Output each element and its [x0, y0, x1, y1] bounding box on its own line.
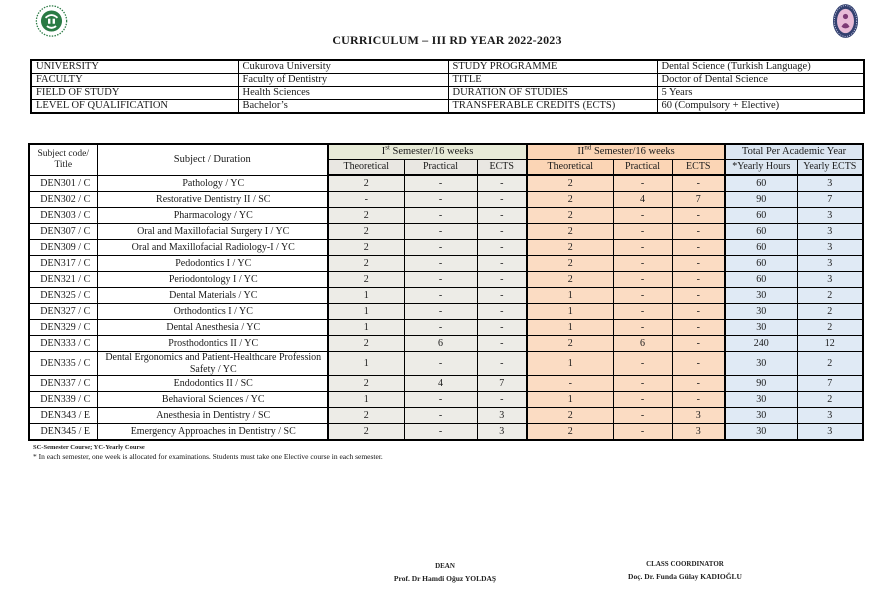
sem1-theoretical-cell: 1 — [328, 288, 404, 304]
programme-info-table — [30, 59, 865, 114]
col-header-semester-2: IInd Semester/16 weeks — [527, 144, 725, 160]
sem2-practical-cell: - — [613, 256, 672, 272]
sem2-theoretical-cell: 1 — [527, 288, 613, 304]
sem1-practical-cell: - — [404, 304, 477, 320]
sem1-practical-cell: 6 — [404, 336, 477, 352]
info-row-university — [31, 60, 864, 74]
header-row-groups — [29, 144, 863, 160]
sem2-practical-cell: 4 — [613, 192, 672, 208]
sem1-ects-cell: - — [477, 304, 527, 320]
sem1-practical-cell: - — [404, 352, 477, 376]
sem2-theoretical-cell: - — [527, 376, 613, 392]
sem1-theoretical-cell: 2 — [328, 336, 404, 352]
sem1-practical-cell: - — [404, 224, 477, 240]
sem2-practical-cell: - — [613, 175, 672, 192]
sem1-theoretical-cell: 2 — [328, 272, 404, 288]
subject-duration-cell: Orthodontics I / YC — [97, 304, 328, 320]
col-header-subject-duration: Subject / Duration — [97, 144, 328, 175]
sem1-theoretical-cell: 2 — [328, 240, 404, 256]
sem1-practical-cell: - — [404, 240, 477, 256]
yearly-hours-cell: 90 — [725, 192, 797, 208]
sem2-ects-cell: 7 — [672, 192, 725, 208]
info-label: TITLE — [448, 74, 657, 87]
sem2-ects-cell: - — [672, 288, 725, 304]
yearly-ects-cell: 7 — [797, 376, 863, 392]
yearly-ects-cell: 3 — [797, 240, 863, 256]
yearly-hours-cell: 60 — [725, 208, 797, 224]
sem1-ects-cell: - — [477, 392, 527, 408]
info-label: TRANSFERABLE CREDITS (ECTS) — [448, 100, 657, 114]
subject-code-cell: DEN302 / C — [29, 192, 97, 208]
sem1-theoretical-cell: 2 — [328, 376, 404, 392]
yearly-hours-cell: 60 — [725, 224, 797, 240]
yearly-ects-cell: 2 — [797, 320, 863, 336]
sem2-ects-cell: - — [672, 256, 725, 272]
sem1-practical-cell: - — [404, 175, 477, 192]
yearly-ects-cell: 3 — [797, 424, 863, 441]
col-header-sem1-theoretical: Theoretical — [328, 160, 404, 176]
sem2-theoretical-cell: 1 — [527, 392, 613, 408]
info-value: Bachelor’s — [238, 100, 448, 114]
col-header-yearly-ects: Yearly ECTS — [797, 160, 863, 176]
subject-duration-cell: Endodontics II / SC — [97, 376, 328, 392]
subject-duration-cell: Dental Ergonomics and Patient-Healthcare Profession Safety / YC — [97, 352, 328, 376]
subject-duration-cell: Behavioral Sciences / YC — [97, 392, 328, 408]
subject-code-cell: DEN339 / C — [29, 392, 97, 408]
sem2-theoretical-cell: 2 — [527, 240, 613, 256]
curriculum-table-row — [29, 336, 863, 352]
sem1-theoretical-cell: 1 — [328, 304, 404, 320]
col-header-sem1-ects: ECTS — [477, 160, 527, 176]
curriculum-table-row — [29, 304, 863, 320]
sem1-theoretical-cell: 2 — [328, 208, 404, 224]
sem1-ects-cell: - — [477, 256, 527, 272]
yearly-ects-cell: 3 — [797, 408, 863, 424]
yearly-ects-cell: 7 — [797, 192, 863, 208]
sem2-theoretical-cell: 1 — [527, 304, 613, 320]
sem2-practical-cell: - — [613, 408, 672, 424]
sem1-ects-cell: - — [477, 320, 527, 336]
sem2-theoretical-cell: 2 — [527, 336, 613, 352]
sem1-practical-cell: - — [404, 208, 477, 224]
dean-name: Prof. Dr Hamdi Oğuz YOLDAŞ — [393, 574, 497, 583]
sem2-practical-cell: - — [613, 320, 672, 336]
subject-duration-cell: Anesthesia in Dentistry / SC — [97, 408, 328, 424]
sem1-practical-cell: - — [404, 392, 477, 408]
subject-duration-cell: Periodontology I / YC — [97, 272, 328, 288]
sem1-theoretical-cell: 1 — [328, 320, 404, 336]
sem2-practical-cell: - — [613, 272, 672, 288]
subject-code-cell: DEN335 / C — [29, 352, 97, 376]
sem2-ects-cell: - — [672, 272, 725, 288]
info-label: STUDY PROGRAMME — [448, 60, 657, 74]
yearly-ects-cell: 2 — [797, 304, 863, 320]
sem2-practical-cell: - — [613, 376, 672, 392]
subject-code-cell: DEN307 / C — [29, 224, 97, 240]
yearly-ects-cell: 2 — [797, 392, 863, 408]
sem2-ects-cell: - — [672, 240, 725, 256]
subject-code-cell: DEN327 / C — [29, 304, 97, 320]
info-row-field-of-study — [31, 87, 864, 100]
sem1-practical-cell: - — [404, 320, 477, 336]
col-header-sem1-practical: Practical — [404, 160, 477, 176]
sem2-practical-cell: - — [613, 352, 672, 376]
col-header-subject-code: Subject code/ Title — [29, 144, 97, 175]
sem2-ects-cell: - — [672, 376, 725, 392]
sem1-theoretical-cell: 2 — [328, 175, 404, 192]
sem1-practical-cell: - — [404, 288, 477, 304]
sem1-theoretical-cell: 2 — [328, 408, 404, 424]
col-header-sem2-practical: Practical — [613, 160, 672, 176]
yearly-hours-cell: 60 — [725, 256, 797, 272]
yearly-ects-cell: 2 — [797, 352, 863, 376]
sem1-ects-cell: 3 — [477, 408, 527, 424]
yearly-ects-cell: 3 — [797, 256, 863, 272]
yearly-ects-cell: 3 — [797, 272, 863, 288]
sem1-practical-cell: - — [404, 256, 477, 272]
sem2-ects-cell: - — [672, 175, 725, 192]
footnote-examinations: * In each semester, one week is allocated for examinations. Students must take one Elective course in each semester. — [33, 452, 383, 461]
sem1-theoretical-cell: 2 — [328, 224, 404, 240]
curriculum-table-body — [29, 175, 863, 440]
sem2-ects-cell: 3 — [672, 424, 725, 441]
info-value: Faculty of Dentistry — [238, 74, 448, 87]
curriculum-table-row — [29, 272, 863, 288]
yearly-ects-cell: 12 — [797, 336, 863, 352]
col-header-sem2-ects: ECTS — [672, 160, 725, 176]
curriculum-table-row — [29, 320, 863, 336]
sem2-theoretical-cell: 2 — [527, 208, 613, 224]
info-value: Doctor of Dental Science — [657, 74, 864, 87]
info-label: DURATION OF STUDIES — [448, 87, 657, 100]
sem2-theoretical-cell: 2 — [527, 272, 613, 288]
subject-duration-cell: Pathology / YC — [97, 175, 328, 192]
sem2-ects-cell: - — [672, 208, 725, 224]
sem2-practical-cell: - — [613, 424, 672, 441]
yearly-hours-cell: 30 — [725, 304, 797, 320]
info-row-qualification — [31, 100, 864, 114]
info-label: FIELD OF STUDY — [31, 87, 238, 100]
sem2-theoretical-cell: 1 — [527, 320, 613, 336]
curriculum-table-row — [29, 392, 863, 408]
dean-role-label: DEAN — [435, 562, 455, 570]
sem1-ects-cell: - — [477, 208, 527, 224]
sem2-theoretical-cell: 2 — [527, 408, 613, 424]
sem1-ects-cell: - — [477, 175, 527, 192]
sem2-ects-cell: - — [672, 392, 725, 408]
sem2-theoretical-cell: 2 — [527, 224, 613, 240]
sem2-practical-cell: - — [613, 304, 672, 320]
sem2-ects-cell: - — [672, 224, 725, 240]
sem1-ects-cell: 3 — [477, 424, 527, 441]
footnote-course-codes: SC-Semester Course; YC-Yearly Course — [33, 444, 145, 451]
sem2-practical-cell: - — [613, 208, 672, 224]
curriculum-table-row — [29, 240, 863, 256]
yearly-hours-cell: 30 — [725, 392, 797, 408]
yearly-ects-cell: 3 — [797, 208, 863, 224]
sem1-ects-cell: - — [477, 240, 527, 256]
subject-code-cell: DEN333 / C — [29, 336, 97, 352]
yearly-hours-cell: 60 — [725, 272, 797, 288]
sem1-ects-cell: - — [477, 336, 527, 352]
yearly-hours-cell: 90 — [725, 376, 797, 392]
yearly-ects-cell: 3 — [797, 175, 863, 192]
yearly-hours-cell: 30 — [725, 288, 797, 304]
info-label: UNIVERSITY — [31, 60, 238, 74]
col-header-total-per-year: Total Per Academic Year — [725, 144, 863, 160]
sem2-practical-cell: - — [613, 240, 672, 256]
sem1-practical-cell: - — [404, 408, 477, 424]
yearly-hours-cell: 30 — [725, 320, 797, 336]
sem1-theoretical-cell: 1 — [328, 392, 404, 408]
subject-duration-cell: Pharmacology / YC — [97, 208, 328, 224]
sem1-ects-cell: - — [477, 192, 527, 208]
sem2-practical-cell: - — [613, 288, 672, 304]
curriculum-table-row — [29, 192, 863, 208]
sem2-theoretical-cell: 2 — [527, 192, 613, 208]
sem1-theoretical-cell: 1 — [328, 352, 404, 376]
curriculum-table-row — [29, 424, 863, 441]
subject-duration-cell: Emergency Approaches in Dentistry / SC — [97, 424, 328, 441]
yearly-hours-cell: 30 — [725, 424, 797, 441]
subject-code-cell: DEN309 / C — [29, 240, 97, 256]
subject-code-cell: DEN329 / C — [29, 320, 97, 336]
sem2-practical-cell: - — [613, 392, 672, 408]
sem2-ects-cell: 3 — [672, 408, 725, 424]
sem1-practical-cell: - — [404, 272, 477, 288]
class-coordinator-name: Doç. Dr. Funda Gülay KADIOĞLU — [628, 572, 742, 581]
sem2-theoretical-cell: 1 — [527, 352, 613, 376]
col-header-yearly-hours: *Yearly Hours — [725, 160, 797, 176]
sem1-theoretical-cell: 2 — [328, 424, 404, 441]
sem2-ects-cell: - — [672, 352, 725, 376]
curriculum-table-row — [29, 175, 863, 192]
subject-code-cell: DEN325 / C — [29, 288, 97, 304]
info-value: 60 (Compulsory + Elective) — [657, 100, 864, 114]
sem1-ects-cell: - — [477, 224, 527, 240]
curriculum-table-row — [29, 352, 863, 376]
yearly-hours-cell: 60 — [725, 240, 797, 256]
info-label: FACULTY — [31, 74, 238, 87]
info-value: Dental Science (Turkish Language) — [657, 60, 864, 74]
sem2-ects-cell: - — [672, 320, 725, 336]
sem2-ects-cell: - — [672, 304, 725, 320]
subject-duration-cell: Dental Anesthesia / YC — [97, 320, 328, 336]
subject-duration-cell: Oral and Maxillofacial Surgery I / YC — [97, 224, 328, 240]
sem1-practical-cell: - — [404, 192, 477, 208]
col-header-semester-1: Ist Semester/16 weeks — [328, 144, 527, 160]
yearly-hours-cell: 60 — [725, 175, 797, 192]
info-row-faculty — [31, 74, 864, 87]
subject-code-cell: DEN303 / C — [29, 208, 97, 224]
sem2-ects-cell: - — [672, 336, 725, 352]
sem2-theoretical-cell: 2 — [527, 256, 613, 272]
curriculum-table — [28, 143, 864, 441]
curriculum-table-row — [29, 376, 863, 392]
class-coordinator-signature-block — [585, 560, 785, 581]
sem1-theoretical-cell: - — [328, 192, 404, 208]
subject-code-cell: DEN337 / C — [29, 376, 97, 392]
subject-duration-cell: Pedodontics I / YC — [97, 256, 328, 272]
class-coordinator-role-label: CLASS COORDINATOR — [646, 560, 724, 568]
col-header-sem2-theoretical: Theoretical — [527, 160, 613, 176]
yearly-hours-cell: 240 — [725, 336, 797, 352]
yearly-ects-cell: 2 — [797, 288, 863, 304]
subject-code-cell: DEN301 / C — [29, 175, 97, 192]
subject-duration-cell: Prosthodontics II / YC — [97, 336, 328, 352]
subject-code-cell: DEN321 / C — [29, 272, 97, 288]
sem1-ects-cell: - — [477, 272, 527, 288]
curriculum-table-row — [29, 288, 863, 304]
sem1-practical-cell: 4 — [404, 376, 477, 392]
curriculum-table-row — [29, 208, 863, 224]
sem2-theoretical-cell: 2 — [527, 175, 613, 192]
sem1-ects-cell: - — [477, 352, 527, 376]
sem1-theoretical-cell: 2 — [328, 256, 404, 272]
info-value: 5 Years — [657, 87, 864, 100]
subject-duration-cell: Dental Materials / YC — [97, 288, 328, 304]
page-title: CURRICULUM – III RD YEAR 2022-2023 — [332, 33, 562, 47]
dean-signature-block — [345, 562, 545, 583]
subject-code-cell: DEN343 / E — [29, 408, 97, 424]
sem1-practical-cell: - — [404, 424, 477, 441]
sem2-practical-cell: 6 — [613, 336, 672, 352]
sem1-ects-cell: - — [477, 288, 527, 304]
subject-code-cell: DEN317 / C — [29, 256, 97, 272]
curriculum-table-row — [29, 256, 863, 272]
curriculum-table-row — [29, 224, 863, 240]
subject-duration-cell: Restorative Dentistry II / SC — [97, 192, 328, 208]
sem1-ects-cell: 7 — [477, 376, 527, 392]
sem2-practical-cell: - — [613, 224, 672, 240]
yearly-ects-cell: 3 — [797, 224, 863, 240]
yearly-hours-cell: 30 — [725, 408, 797, 424]
subject-duration-cell: Oral and Maxillofacial Radiology-I / YC — [97, 240, 328, 256]
info-value: Cukurova University — [238, 60, 448, 74]
yearly-hours-cell: 30 — [725, 352, 797, 376]
curriculum-table-row — [29, 408, 863, 424]
info-label: LEVEL OF QUALIFICATION — [31, 100, 238, 114]
subject-code-cell: DEN345 / E — [29, 424, 97, 441]
sem2-theoretical-cell: 2 — [527, 424, 613, 441]
info-value: Health Sciences — [238, 87, 448, 100]
